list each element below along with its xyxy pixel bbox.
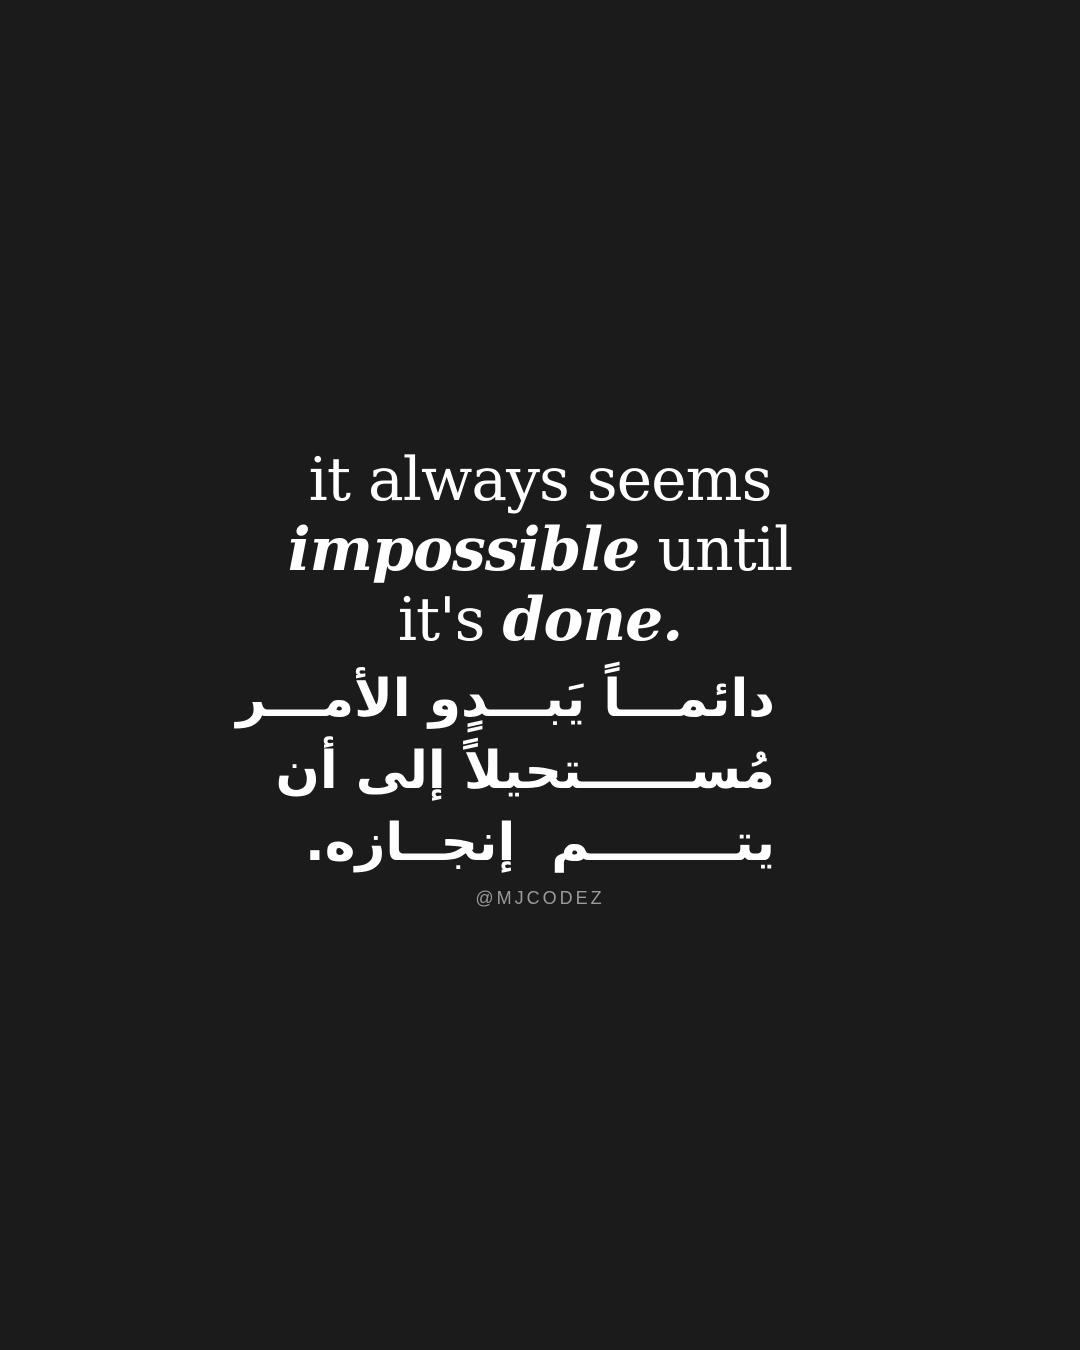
quote-en-emphasis-done: done. xyxy=(502,585,683,655)
quote-en-line-2 xyxy=(0,515,1080,585)
author-handle: @MJCODEZ xyxy=(475,888,605,908)
quote-ar-block xyxy=(236,663,775,879)
quote-ar-line-3: يتــــــــم إنجــازه. xyxy=(305,813,775,873)
quote-en-emphasis-impossible: impossible xyxy=(287,515,640,585)
quote-en-line-1 xyxy=(0,445,1080,515)
quote-en-line-3 xyxy=(0,585,1080,655)
quote-ar-line-2: مُســــــتحيلاً إلى أن xyxy=(275,741,775,801)
quote-en-line-2-rest: until xyxy=(639,515,793,585)
quote-en-line-1-text: it always seems xyxy=(308,445,772,515)
quote-ar-line-1: دائمـــاً يَبـــدٍو الأمـــر xyxy=(236,669,775,729)
quote-en-line-3-start: it's xyxy=(397,585,503,655)
quote-block xyxy=(0,445,1080,913)
